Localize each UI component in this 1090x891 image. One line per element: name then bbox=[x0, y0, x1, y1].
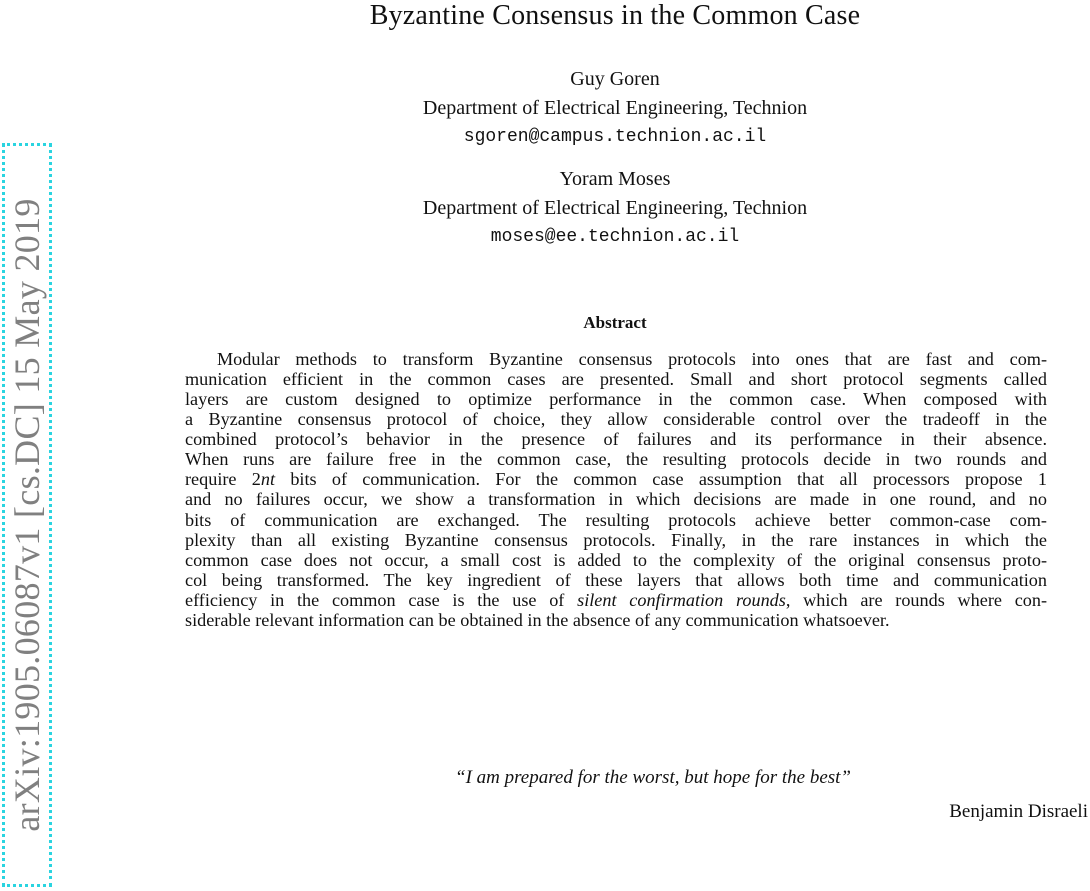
author-email[interactable]: moses@ee.technion.ac.il bbox=[490, 227, 740, 247]
author-affiliation: Department of Electrical Engineering, Technion bbox=[422, 97, 808, 119]
abstract-body bbox=[185, 349, 1047, 630]
text-run: combined protocol’s behavior in the presence of failures and its performance in their absence. bbox=[185, 429, 1047, 450]
text-run: , which are rounds where con- bbox=[785, 589, 1048, 610]
text-run: 2 bbox=[251, 469, 261, 490]
abstract-heading: Abstract bbox=[583, 313, 647, 332]
abstract-line bbox=[185, 570, 1047, 590]
emphasis-text: silent confirmation rounds bbox=[577, 589, 786, 610]
author-affiliation: Department of Electrical Engineering, Technion bbox=[422, 197, 808, 219]
text-run: common case does not occur, a small cost is added to the complexity of the original consensus proto- bbox=[185, 549, 1047, 570]
epigraph-quote: “I am prepared for the worst, but hope for the best” bbox=[455, 767, 852, 788]
abstract-line bbox=[185, 590, 1047, 610]
text-run: a Byzantine consensus protocol of choice, they allow considerable control over the tradeoff in the bbox=[185, 409, 1047, 430]
text-run: efficiency in the common case is the use of bbox=[185, 589, 578, 610]
abstract-line bbox=[185, 369, 1047, 389]
text-run: siderable relevant information can be obtained in the absence of any communication whatsoever. bbox=[185, 609, 890, 630]
text-run: Modular methods to transform Byzantine consensus protocols into ones that are fast and com- bbox=[217, 349, 1047, 369]
text-run: bits of communication. For the common case assumption that all processors propose 1 bbox=[275, 469, 1047, 490]
arxiv-stamp bbox=[2, 143, 52, 887]
epigraph-author: Benjamin Disraeli bbox=[949, 801, 1088, 822]
abstract-line bbox=[185, 469, 1047, 489]
abstract-line bbox=[185, 389, 1047, 409]
abstract-line bbox=[185, 530, 1047, 550]
author-name: Yoram Moses bbox=[559, 168, 671, 190]
text-run: col being transformed. The key ingredient of these layers that allows both time and communication bbox=[185, 569, 1047, 590]
abstract-line bbox=[185, 610, 1047, 630]
abstract-line bbox=[185, 429, 1047, 449]
text-run: plexity than all existing Byzantine consensus protocols. Finally, in the rare instances in which the bbox=[185, 529, 1047, 550]
text-run: require bbox=[185, 469, 252, 490]
text-run: munication efficient in the common cases are presented. Small and short protocol segments called bbox=[185, 369, 1047, 390]
abstract-line bbox=[185, 349, 1047, 369]
abstract-line bbox=[185, 449, 1047, 469]
arxiv-id: arXiv:1905.06087v1 [cs.DC] 15 May 2019 bbox=[7, 198, 47, 832]
paper-title: Byzantine Consensus in the Common Case bbox=[369, 0, 861, 31]
author-email[interactable]: sgoren@campus.technion.ac.il bbox=[463, 127, 767, 147]
author-name: Guy Goren bbox=[570, 68, 660, 90]
text-run: layers are custom designed to optimize performance in the common case. When composed with bbox=[185, 389, 1047, 410]
emphasis-text: nt bbox=[260, 469, 276, 490]
abstract-line bbox=[185, 489, 1047, 509]
abstract-line bbox=[185, 510, 1047, 530]
text-run: When runs are failure free in the common case, the resulting protocols decide in two rounds and bbox=[185, 449, 1047, 470]
text-run: and no failures occur, we show a transformation in which decisions are made in one round, and no bbox=[185, 489, 1047, 510]
abstract-line bbox=[185, 409, 1047, 429]
text-run: bits of communication are exchanged. The resulting protocols achieve better common-case com- bbox=[185, 509, 1047, 530]
abstract-line bbox=[185, 550, 1047, 570]
